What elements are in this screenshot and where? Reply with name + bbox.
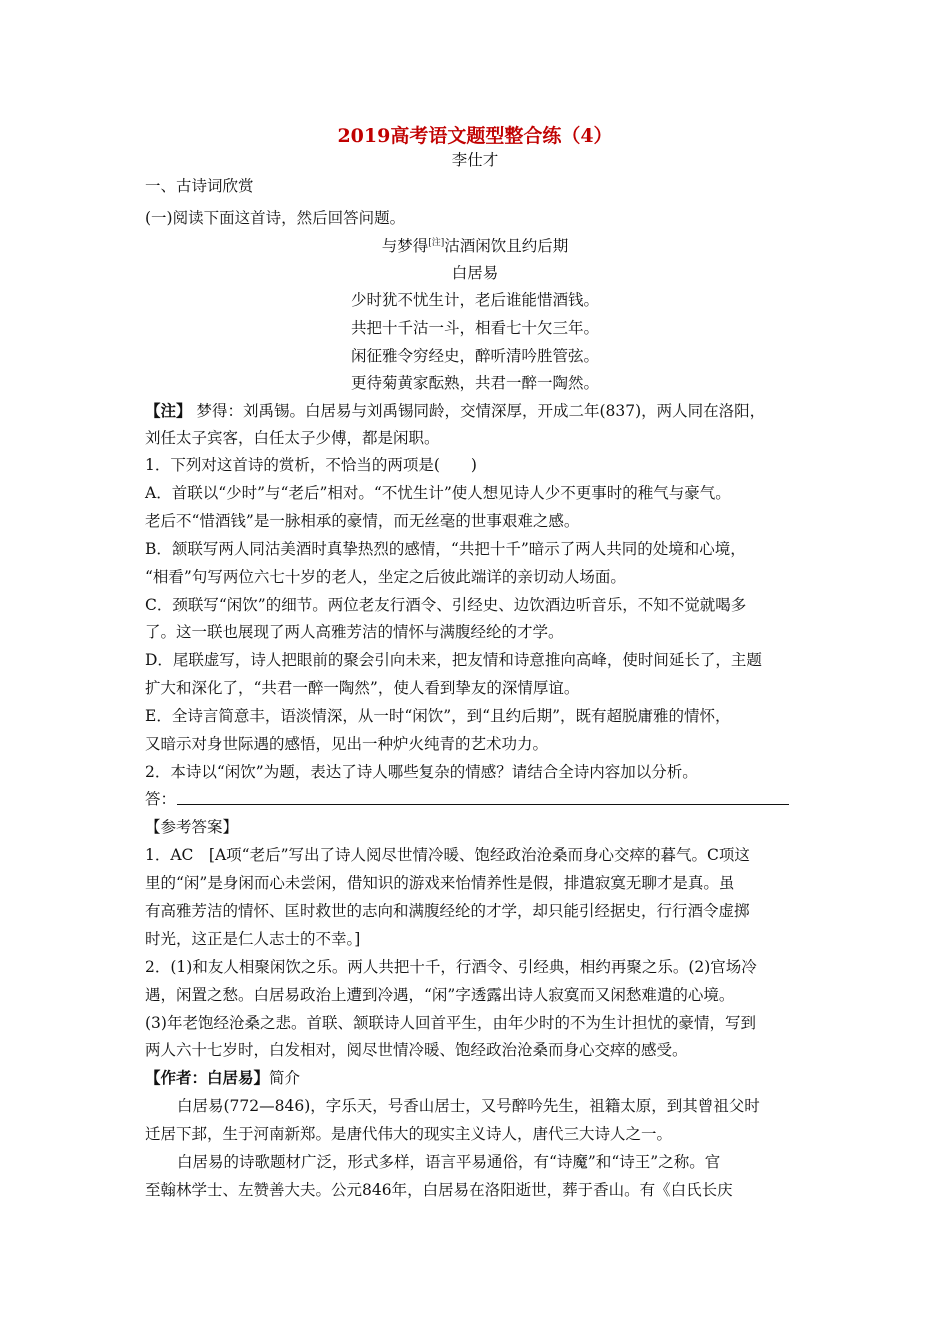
poem-note [145,401,765,421]
reference-answer-1-line: 里的“闲”是身闲而心未尝闲，借知识的游戏来怡情养性是假，排遣寂寞无聊才是真。虽 [145,874,735,892]
poem-line: 闲征雅令穷经史，醉听清吟胜管弦。 [350,347,599,365]
question-1-option-line: D．尾联虚写，诗人把眼前的聚会引向未来，把友情和诗意推向高峰，使时间延长了，主题 [145,651,762,669]
question-1-option-line: C．颈联写“闲饮”的细节。两位老友行酒令、引经史、边饮酒边听音乐，不知不觉就喝多 [145,596,747,614]
reference-answer-2-line: (3)年老饱经沧桑之悲。首联、颔联诗人回首平生，由年少时的不为生计担忧的豪情，写到 [145,1014,756,1032]
poem-poet: 白居易 [451,264,499,282]
question-2-stem: 2．本诗以“闲饮”为题，表达了诗人哪些复杂的情感？请结合全诗内容加以分析。 [145,763,698,781]
question-1-option-line: “相看”句写两位六七十岁的老人，坐定之后彼此端详的亲切动人场面。 [145,568,626,586]
poem-title [0,236,950,256]
poem-line: 共把十千沽一斗，相看七十欠三年。 [350,319,599,337]
author-intro-paragraph-line: 白居易的诗歌题材广泛，形式多样，语言平易通俗，有“诗魔”和“诗王”之称。官 [177,1153,721,1171]
answer-blank-line [177,804,789,805]
author-intro-heading-label: 【作者：白居易】 [145,1068,270,1087]
reference-answer-1-line: 1．AC [A项“老后”写出了诗人阅尽世情冷暖、饱经政治沧桑而身心交瘁的暮气。C项这 [145,846,750,864]
note-text: 刘任太子宾客，白任太子少傅，都是闲职。 [145,429,440,447]
question-1-option-line: B．颔联写两人同沽美酒时真挚热烈的感情，“共把十千”暗示了两人共同的处境和心境， [145,540,746,558]
note-label: 【注】 [145,401,192,420]
poem-title-note-mark: [注] [428,237,445,248]
question-1-option-line: 扩大和深化了，“共君一醉一陶然”，使人看到挚友的深情厚谊。 [145,679,580,697]
question-1-option-line: E．全诗言简意丰，语淡情深，从一时“闲饮”，到“且约后期”，既有超脱庸雅的情怀， [145,707,731,725]
reference-heading: 【参考答案】 [145,818,239,836]
answer-label: 答： [145,790,177,808]
document-author: 李仕才 [451,151,499,169]
author-intro-paragraph-line: 至翰林学士、左赞善大夫。公元846年，白居易在洛阳逝世，葬于香山。有《白氏长庆 [145,1181,733,1199]
reference-answer-1-line: 有高雅芳洁的情怀、匡时救世的志向和满腹经纶的才学，却只能引经据史，行行酒令虚掷 [145,902,750,920]
reference-answer-2-line: 2．(1)和友人相聚闲饮之乐。两人共把十千，行酒令、引经典，相约再聚之乐。(2)官场冷 [145,958,757,976]
reference-answer-2-line: 两人六十七岁时，白发相对，阅尽世情冷暖、饱经政治沧桑而身心交瘁的感受。 [145,1041,688,1059]
question-1-option-line: 又暗示对身世际遇的感悟，见出一种炉火纯青的艺术功力。 [145,735,549,753]
author-intro-heading [145,1068,300,1088]
poem-line: 更待菊黄家酝熟，共君一醉一陶然。 [350,374,599,392]
question-1-stem: 1．下列对这首诗的赏析，不恰当的两项是( ) [145,456,477,474]
author-intro-paragraph-line: 迁居下邽，生于河南新郑。是唐代伟大的现实主义诗人，唐代三大诗人之一。 [145,1125,673,1143]
reference-answer-2-line: 遇，闲置之愁。白居易政治上遭到冷遇，“闲”字透露出诗人寂寞而又闲愁难遣的心境。 [145,986,735,1004]
author-intro-paragraph-line: 白居易(772—846)，字乐天，号香山居士，又号醉吟先生，祖籍太原，到其曾祖父时 [177,1097,760,1115]
poem-line: 少时犹不忧生计，老后谁能惜酒钱。 [350,291,599,309]
reading-instruction: (一)阅读下面这首诗，然后回答问题。 [145,209,406,227]
author-intro-heading-suffix: 简介 [269,1069,301,1087]
document-title: 2019高考语文题型整合练（4） [337,125,613,147]
question-1-option-line: A．首联以“少时”与“老后”相对。“不忧生计”使人想见诗人少不更事时的稚气与豪气。 [145,484,731,502]
question-1-option-line: 了。这一联也展现了两人高雅芳洁的情怀与满腹经纶的才学。 [145,623,564,641]
poem-title-prefix: 与梦得 [381,237,429,255]
poem-title-suffix: 沽酒闲饮且约后期 [444,237,569,255]
section-heading: 一、古诗词欣赏 [145,177,254,195]
question-1-option-line: 老后不“惜酒钱”是一脉相承的豪情，而无丝毫的世事艰难之感。 [145,512,580,530]
note-text: 梦得：刘禹锡。白居易与刘禹锡同龄，交情深厚，开成二年(837)，两人同在洛阳， [196,402,766,420]
reference-answer-1-line: 时光，这正是仁人志士的不幸。] [145,930,361,948]
